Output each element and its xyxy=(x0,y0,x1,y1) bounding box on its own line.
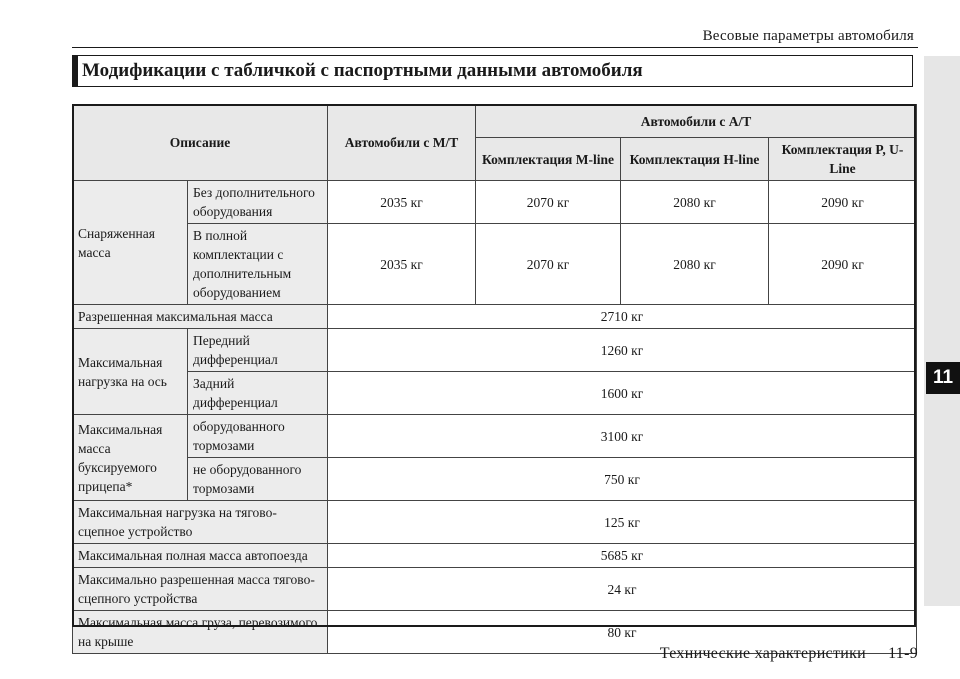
value-cell: 5685 кг xyxy=(328,544,917,568)
chapter-badge[interactable]: 11 xyxy=(926,362,960,394)
chapter-side-tab xyxy=(924,56,960,606)
sub-label: оборудованного тормозами xyxy=(188,415,328,458)
table-row xyxy=(73,181,917,224)
header-mt: Автомобили с M/T xyxy=(328,105,476,181)
value-cell: 1260 кг xyxy=(328,329,917,372)
value-cell: 2080 кг xyxy=(621,224,769,305)
row-label-hitch-mass: Максимально разрешенная масса тягово-сцепного устройства xyxy=(73,568,328,611)
table-row xyxy=(73,568,917,611)
footer-section-name: Технические характеристики xyxy=(659,645,867,662)
weight-spec-table xyxy=(72,104,917,654)
table-row xyxy=(73,224,917,305)
value-cell: 24 кг xyxy=(328,568,917,611)
table-row xyxy=(73,544,917,568)
header-h-line: Комплектация H-line xyxy=(621,138,769,181)
page-number: 11-9 xyxy=(888,645,918,662)
row-label-curb-mass: Снаряженная масса xyxy=(73,181,188,305)
header-p-u-line: Комплектация P, U-Line xyxy=(769,138,917,181)
value-cell: 2070 кг xyxy=(476,224,621,305)
value-cell: 2035 кг xyxy=(328,181,476,224)
sub-label: Задний дифференциал xyxy=(188,372,328,415)
row-label-axle-load: Максимальная нагрузка на ось xyxy=(73,329,188,415)
running-header-title: Весовые параметры автомобиля xyxy=(702,28,914,44)
value-cell: 80 кг xyxy=(328,611,917,654)
page-footer xyxy=(660,645,918,663)
value-cell: 2035 кг xyxy=(328,224,476,305)
table-row xyxy=(73,372,917,415)
row-label-roof-load: Максимальная масса груза, перевозимого на крыше xyxy=(73,611,328,654)
row-label-towbar-load: Максимальная нагрузка на тягово-сцепное устройство xyxy=(73,501,328,544)
sub-label: не оборудованного тормозами xyxy=(188,458,328,501)
value-cell: 1600 кг xyxy=(328,372,917,415)
row-label-trailer: Максимальная масса буксируемого прицепа* xyxy=(73,415,188,501)
row-label-gcm: Максимальная полная масса автопоезда xyxy=(73,544,328,568)
value-cell: 2070 кг xyxy=(476,181,621,224)
row-label-gvm: Разрешенная максимальная масса xyxy=(73,305,328,329)
sub-label: Передний дифференциал xyxy=(188,329,328,372)
table-row xyxy=(73,305,917,329)
table-row xyxy=(73,329,917,372)
header-description: Описание xyxy=(73,105,328,181)
value-cell: 125 кг xyxy=(328,501,917,544)
value-cell: 750 кг xyxy=(328,458,917,501)
sub-label: Без дополнительного оборудования xyxy=(188,181,328,224)
value-cell: 3100 кг xyxy=(328,415,917,458)
value-cell: 2090 кг xyxy=(769,181,917,224)
table-row xyxy=(73,501,917,544)
header-at: Автомобили с A/T xyxy=(476,105,917,138)
value-cell: 2710 кг xyxy=(328,305,917,329)
header-m-line: Комплектация M-line xyxy=(476,138,621,181)
value-cell: 2080 кг xyxy=(621,181,769,224)
table-row xyxy=(73,458,917,501)
header-rule xyxy=(72,47,918,48)
section-title: Модификации с табличкой с паспортными данными автомобиля xyxy=(72,55,913,87)
value-cell: 2090 кг xyxy=(769,224,917,305)
table-row xyxy=(73,415,917,458)
sub-label: В полной комплектации с дополнительным оборудованием xyxy=(188,224,328,305)
